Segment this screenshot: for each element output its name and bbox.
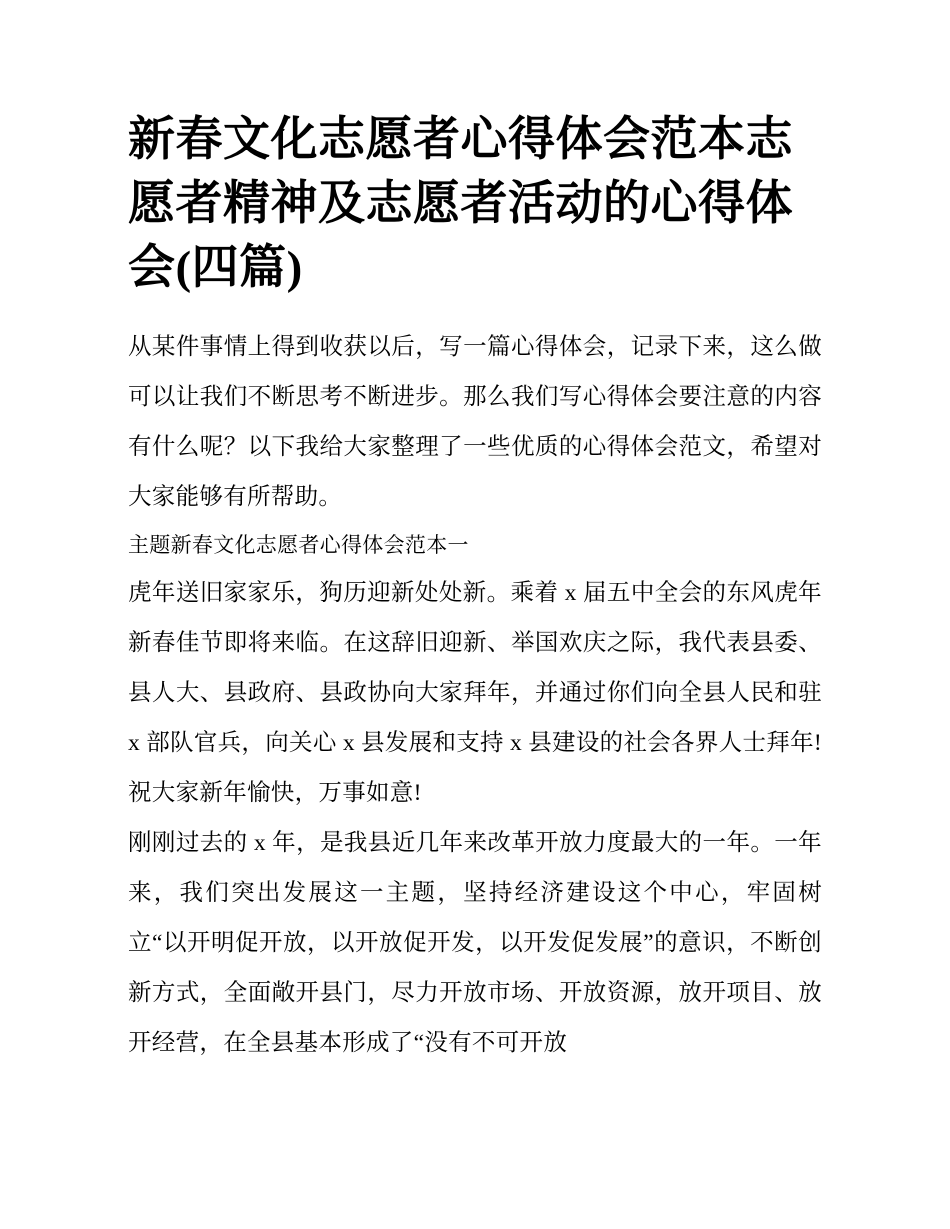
paragraph-body-1: 虎年送旧家家乐，狗历迎新处处新。乘着 x 届五中全会的东风虎年新春佳节即将来临。在这辞旧迎新、举国欢庆之际，我代表县委、县人大、县政府、县政协向大家拜年，并通过你们向全县人民和驻 x 部队官兵，向关心 x 县发展和支持 x 县建设的社会各界人士拜年!祝大家新年愉快，万事如意!: [128, 580, 822, 806]
page-title: 新春文化志愿者心得体会范本志愿者精神及志愿者活动的心得体会(四篇): [128, 114, 793, 294]
paragraph-intro: 从某件事情上得到收获以后，写一篇心得体会，记录下来，这么做可以让我们不断思考不断进步。那么我们写心得体会要注意的内容有什么呢？以下我给大家整理了一些优质的心得体会范文，希望对大家能够有所帮助。: [128, 334, 822, 510]
paragraph-body-2: 刚刚过去的 x 年，是我县近几年来改革开放力度最大的一年。一年来，我们突出发展这一主题，坚持经济建设这个中心，牢固树立“以开明促开放，以开放促开发，以开发促发展”的意识，不断创新方式，全面敞开县门，尽力开放市场、开放资源，放开项目、放开经营，在全县基本形成了“没有不可开放: [128, 830, 822, 1056]
section-heading-1: 主题新春文化志愿者心得体会范本一: [128, 533, 469, 557]
